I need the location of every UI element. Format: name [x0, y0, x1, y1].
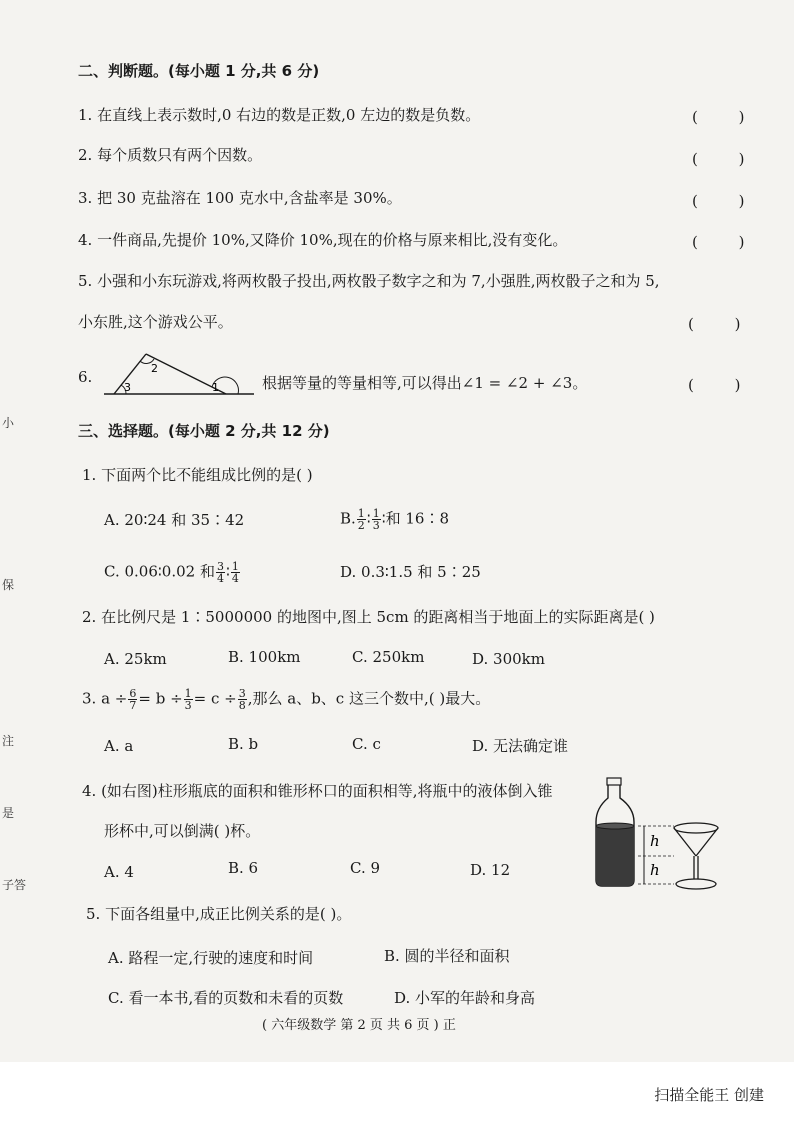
height-label-top: h	[650, 832, 660, 850]
q1-stem: 1. 下面两个比不能组成比例的是( )	[82, 466, 313, 484]
fraction-six-sevenths: $\frac{6}{7}$	[129, 687, 137, 712]
answer-paren-3[interactable]: ( )	[692, 192, 763, 210]
q1-option-a[interactable]: A. 20∶24 和 35∶42	[104, 511, 245, 529]
q5-option-b[interactable]: B. 圆的半径和面积	[384, 947, 510, 965]
s2-item-5-cont: 小东胜,这个游戏公平。	[78, 313, 233, 331]
q1-option-d[interactable]: D. 0.3∶1.5 和 5∶25	[340, 563, 481, 581]
fraction-one-quarter: $\frac{1}{4}$	[231, 560, 239, 585]
q5-option-d[interactable]: D. 小军的年龄和身高	[394, 989, 536, 1007]
s2-item-5: 5. 小强和小东玩游戏,将两枚骰子投出,两枚骰子数字之和为 7,小强胜,两枚骰子之和为 5,	[78, 272, 660, 290]
q1-option-b[interactable]: B. $\frac{1}{2}$ ∶ $\frac{1}{3}$ ∶和 16∶8	[340, 507, 450, 532]
q2-option-d[interactable]: D. 300km	[472, 650, 545, 668]
q4-option-b[interactable]: B. 6	[228, 859, 259, 877]
q4-line-1: 4. (如右图)柱形瓶底的面积和锥形杯口的面积相等,将瓶中的液体倒入锥	[82, 782, 553, 800]
answer-paren-6[interactable]: ( )	[688, 376, 759, 394]
s2-item-4: 4. 一件商品,先提价 10%,又降价 10%,现在的价格与原来相比,没有变化。	[78, 231, 568, 249]
fraction-one-third: $\frac{1}{3}$	[372, 507, 380, 532]
s2-item-6-number: 6.	[78, 368, 93, 386]
q3-option-a[interactable]: A. a	[104, 737, 134, 755]
fraction-three-eighths: $\frac{3}{8}$	[238, 687, 246, 712]
margin-fragment-5: 子答	[2, 878, 27, 892]
q2-stem: 2. 在比例尺是 1∶5000000 的地图中,图上 5cm 的距离相当于地面上的实际距离是( )	[82, 608, 655, 626]
angle-2-label: 2	[151, 362, 158, 375]
height-label-bottom: h	[650, 861, 660, 879]
q4-option-d[interactable]: D. 12	[470, 861, 511, 879]
page-footer: ( 六年级数学 第 2 页 共 6 页 ) 正	[262, 1018, 456, 1033]
s2-item-6: 根据等量的等量相等,可以得出∠1 = ∠2 + ∠3。	[262, 374, 588, 392]
s2-item-3: 3. 把 30 克盐溶在 100 克水中,含盐率是 30%。	[78, 189, 402, 207]
triangle-figure	[100, 350, 258, 398]
q5-option-c[interactable]: C. 看一本书,看的页数和未看的页数	[108, 989, 344, 1007]
q3-stem: 3. a ÷ $\frac{6}{7}$ = b ÷ $\frac{1}{3}$ = c ÷ $\frac{3}{8}$ ,那么 a、b、c 这三个数中,( )最大。	[82, 687, 491, 712]
q2-option-a[interactable]: A. 25km	[104, 650, 167, 668]
s2-item-1: 1. 在直线上表示数时,0 右边的数是正数,0 左边的数是负数。	[78, 106, 481, 124]
fraction-one-third-q3: $\frac{1}{3}$	[184, 687, 192, 712]
q3-option-b[interactable]: B. b	[228, 735, 259, 753]
answer-paren-5[interactable]: ( )	[688, 315, 759, 333]
answer-paren-4[interactable]: ( )	[692, 233, 763, 251]
q5-option-a[interactable]: A. 路程一定,行驶的速度和时间	[108, 949, 314, 967]
q5-stem: 5. 下面各组量中,成正比例关系的是( )。	[86, 905, 352, 923]
margin-fragment-3: 注	[2, 734, 15, 748]
q3-option-c[interactable]: C. c	[352, 735, 381, 753]
section2-title: 二、判断题。(每小题 1 分,共 6 分)	[78, 62, 320, 80]
fraction-one-half: $\frac{1}{2}$	[357, 507, 365, 532]
fraction-three-quarters: $\frac{3}{4}$	[216, 560, 224, 585]
q1-option-c[interactable]: C. 0.06∶0.02 和 $\frac{3}{4}$ ∶ $\frac{1}{4}$	[104, 560, 239, 585]
q4-line-2: 形杯中,可以倒满( )杯。	[104, 822, 261, 840]
q2-option-b[interactable]: B. 100km	[228, 648, 301, 666]
angle-3-label: 3	[124, 381, 131, 394]
answer-paren-2[interactable]: ( )	[692, 150, 763, 168]
margin-fragment-1: 小	[2, 416, 15, 430]
answer-paren-1[interactable]: ( )	[692, 108, 763, 126]
s2-item-2: 2. 每个质数只有两个因数。	[78, 146, 263, 164]
q4-option-a[interactable]: A. 4	[104, 863, 134, 881]
scanner-watermark: 扫描全能王 创建	[654, 1086, 764, 1104]
section3-title: 三、选择题。(每小题 2 分,共 12 分)	[78, 422, 330, 440]
angle-1-label: 1	[212, 381, 219, 394]
margin-fragment-4: 是	[2, 806, 15, 820]
q4-option-c[interactable]: C. 9	[350, 859, 381, 877]
q3-option-d[interactable]: D. 无法确定谁	[472, 737, 569, 755]
margin-fragment-2: 保	[2, 578, 15, 592]
q2-option-c[interactable]: C. 250km	[352, 648, 425, 666]
bottle-and-cup-figure	[594, 776, 724, 894]
